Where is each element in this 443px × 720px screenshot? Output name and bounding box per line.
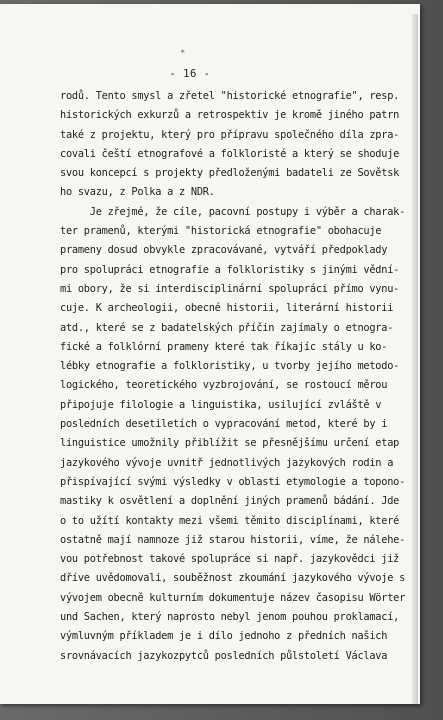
text-line: linguistice umožnily přiblížit se přesnějšímu určení etap <box>60 437 400 450</box>
page-edge-shadow <box>412 14 418 704</box>
text-line: lébky etnografie a folkloristiky, u tvorby jejího metodo- <box>60 360 400 373</box>
document-page <box>0 4 420 704</box>
text-line: mi obory, že si interdisciplinární spolupráci přímo vynu- <box>60 282 400 295</box>
text-line: fické a folklórní prameny které tak říkajíc stály u ko- <box>60 340 388 353</box>
text-line: o to užítí kontakty mezi všemi těmito disciplínami, které <box>60 514 400 527</box>
typewritten-text <box>60 87 412 666</box>
text-line: Je zřejmé, že cíle, pacovní postupy i výběr a charak- <box>60 205 406 218</box>
text-line: prameny dosud obvykle zpracovávané, vytváří předpoklady <box>60 244 388 257</box>
text-line: covali čeští etnografové a folkloristé a který se shoduje <box>60 147 400 160</box>
text-line: und Sachen, který naprosto nebyl jenom pouhou proklamací, <box>60 611 400 624</box>
text-line: logického, teoretického vyzbrojování, se rostoucí měrou <box>60 379 388 392</box>
text-line: výmluvným příkladem je i dílo jednoho z předních našich <box>60 630 388 643</box>
text-line: ter pramenů, kterými "historická etnografie" obohacuje <box>60 225 382 238</box>
text-line: mastiky k osvětlení a doplnění jiných pramenů bádání. Jde <box>60 495 400 508</box>
text-line: cuje. K archeologii, obecné historii, literární historii <box>60 302 394 315</box>
text-line: pro spolupráci etnografie a folkloristiky s jinými vědní- <box>60 263 400 276</box>
text-line: ho svazu, z Polka a z NDR. <box>60 186 215 199</box>
text-line: historických exkurzů a retrospektiv je kromě jiného patrn <box>60 109 400 122</box>
text-line: připojuje filologie a linguistika, usilující zvláště v <box>60 398 382 411</box>
text-line: svou koncepcí s projekty předloženými badateli ze Sovětsk <box>60 167 400 180</box>
text-line: vou potřebnost takové spolupráce si např. jazykovědci již <box>60 553 400 566</box>
text-line: srovnávacích jazykozpytců posledních půlstoletí Václava <box>60 649 388 662</box>
text-line: jazykového vývoje uvnitř jednotlivých jazykových rodin a <box>60 456 394 469</box>
text-line: přispívající svými výsledky v oblasti etymologie a topono- <box>60 475 406 488</box>
text-line: také z projektu, který pro přípravu společného díla zpra- <box>60 128 400 141</box>
page-number: - 16 - <box>169 68 211 80</box>
text-line: vývojem obecně kulturním dokumentuje název časopisu Wörter <box>60 591 406 604</box>
scan-speck: ✶ <box>180 47 186 57</box>
text-line: ostatně mají namnoze již starou historii, víme, že nálehe- <box>60 533 406 546</box>
text-line: dříve uvědomovali, souběžnost zkoumání jazykového vývoje s <box>60 572 406 585</box>
text-line: posledních desetiletích o vypracování metod, které by i <box>60 418 388 431</box>
text-line: rodů. Tento smysl a zřetel "historické etnografie", resp. <box>60 90 400 102</box>
text-line: atd., které se z badatelských příčin zajímaly o etnogra- <box>60 321 394 334</box>
